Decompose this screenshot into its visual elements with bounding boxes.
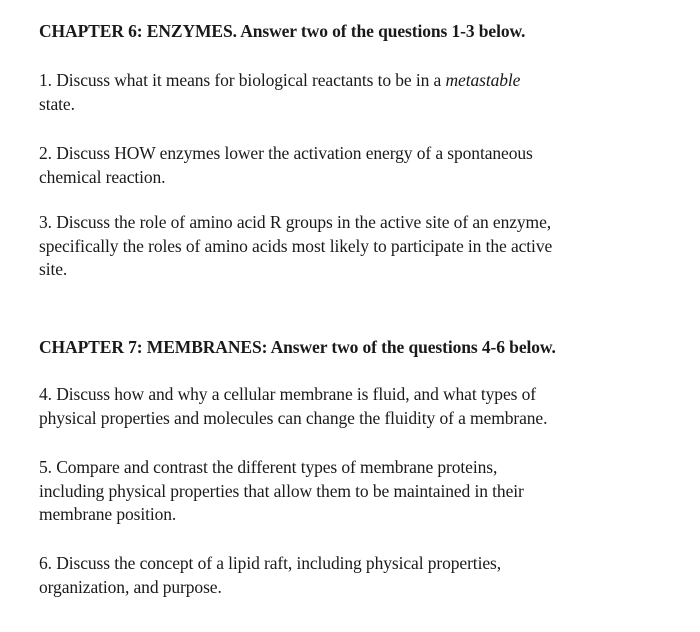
question-3 — [39, 211, 669, 282]
question-6 — [39, 552, 669, 599]
question-5 — [39, 456, 669, 527]
question-4-line-2: physical properties and molecules can change the fluidity of a membrane. — [39, 407, 548, 428]
question-2 — [39, 142, 669, 189]
question-1 — [39, 69, 669, 116]
question-6-line-2: organization, and purpose. — [39, 576, 222, 597]
question-3-line-2: specifically the roles of amino acids most likely to participate in the active — [39, 235, 553, 256]
question-5-line-2: including physical properties that allow them to be maintained in their — [39, 480, 524, 501]
question-1-emphasis: metastable — [445, 70, 521, 90]
question-1-line-2: state. — [39, 93, 75, 114]
question-5-line-1: 5. Compare and contrast the different types of membrane proteins, — [39, 457, 498, 477]
question-3-line-3: site. — [39, 259, 68, 279]
question-4-line-1: 4. Discuss how and why a cellular membrane is fluid, and what types of — [39, 384, 536, 404]
chapter-6-heading: CHAPTER 6: ENZYMES. Answer two of the questions 1-3 below. — [39, 21, 526, 41]
question-1-line-1: 1. Discuss what it means for biological reactants to be in a metastable — [39, 70, 521, 90]
question-6-line-1: 6. Discuss the concept of a lipid raft, including physical properties, — [39, 553, 501, 573]
question-5-line-3: membrane position. — [39, 504, 177, 524]
question-4 — [39, 383, 669, 430]
chapter-7-heading: CHAPTER 7: MEMBRANES: Answer two of the questions 4-6 below. — [39, 337, 556, 357]
question-3-line-1: 3. Discuss the role of amino acid R groups in the active site of an enzyme, — [39, 212, 552, 232]
question-2-line-1: 2. Discuss HOW enzymes lower the activation energy of a spontaneous — [39, 143, 533, 163]
question-2-line-2: chemical reaction. — [39, 166, 166, 187]
